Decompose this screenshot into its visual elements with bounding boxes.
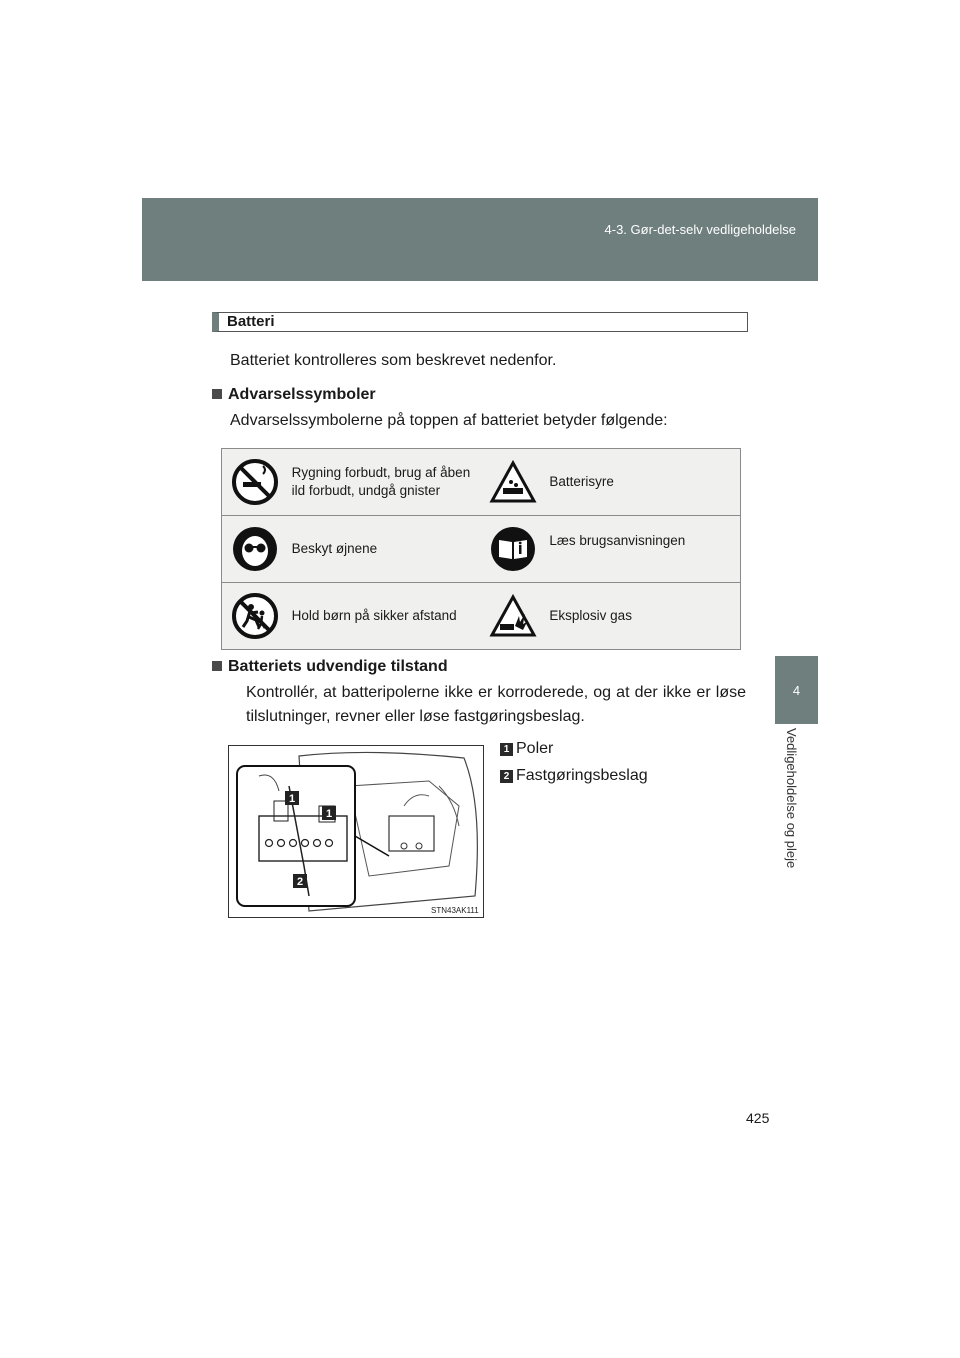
bullet-square-icon	[212, 389, 222, 399]
table-row	[222, 583, 741, 650]
chapter-tab-title: Vedligeholdelse og pleje	[784, 728, 799, 869]
condition-heading-text: Batteriets udvendige tilstand	[228, 658, 448, 675]
legend-item	[500, 767, 648, 785]
read-manual-icon	[480, 516, 546, 583]
legend-item	[500, 740, 553, 758]
symbol-label: Beskyt øjnene	[288, 516, 480, 583]
svg-text:2: 2	[296, 876, 304, 888]
symbol-label: Rygning forbudt, brug af åben ild forbudt, undgå gnister	[288, 449, 480, 516]
warnings-heading	[212, 383, 376, 407]
warnings-text: Advarselssymbolerne på toppen af batteriet betyder følgende:	[230, 412, 668, 429]
bullet-square-icon	[212, 661, 222, 671]
svg-text:1: 1	[325, 808, 333, 820]
breadcrumb: 4-3. Gør-det-selv vedligeholdelse	[604, 222, 796, 237]
legend-badge: 2	[500, 770, 513, 783]
chapter-tab-number: 4	[775, 656, 818, 724]
warnings-heading-text: Advarselssymboler	[228, 386, 376, 403]
legend-label: Fastgøringsbeslag	[516, 767, 648, 784]
symbol-label: Eksplosiv gas	[545, 583, 740, 650]
condition-text: Kontrollér, at batteripolerne ikke er korroderede, og at der ikke er løse tilslutninger, revner eller løse fastgøringsbeslag.	[246, 684, 746, 725]
eye-protection-icon	[222, 516, 288, 583]
symbol-label: Læs brugsanvisningen	[545, 516, 740, 583]
battery-acid-icon	[480, 449, 546, 516]
battery-illustration	[228, 745, 484, 918]
legend-badge: 1	[500, 743, 513, 756]
svg-text:1: 1	[288, 793, 296, 805]
header-band	[142, 198, 818, 281]
section-title: Batteri	[212, 312, 748, 332]
figure-code: STN43AK111	[431, 906, 479, 915]
condition-heading	[212, 655, 448, 679]
legend-label: Poler	[516, 740, 554, 757]
warning-symbols-table	[221, 448, 741, 650]
intro-text: Batteriet kontrolleres som beskrevet nedenfor.	[230, 352, 557, 369]
symbol-label: Batterisyre	[545, 449, 740, 516]
table-row	[222, 449, 741, 516]
table-row	[222, 516, 741, 583]
no-children-icon	[222, 583, 288, 650]
explosive-gas-icon	[480, 583, 546, 650]
no-smoking-icon	[222, 449, 288, 516]
page-number: 425	[746, 1110, 770, 1126]
symbol-label: Hold børn på sikker afstand	[288, 583, 480, 650]
